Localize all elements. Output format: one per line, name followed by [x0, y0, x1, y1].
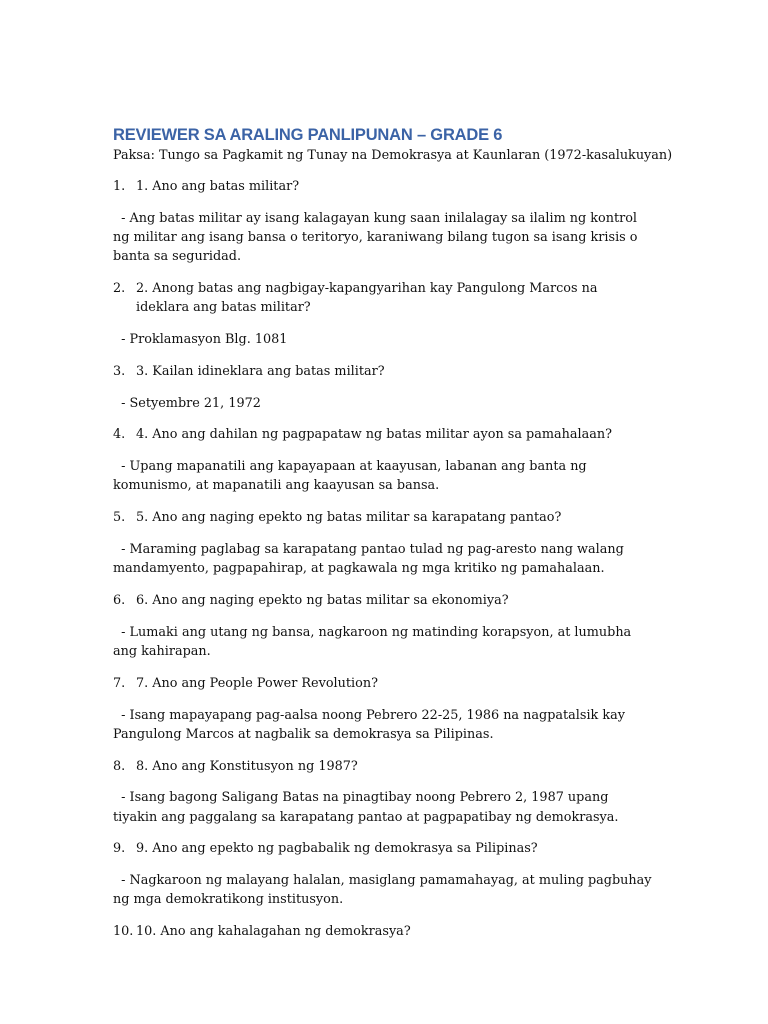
question-number: 10. — [113, 924, 134, 940]
question-item — [113, 674, 653, 693]
answer-text: - Ang batas militar ay isang kalagayan kung saan inilalagay sa ilalim ng kontrol ng militar ang isang bansa o teritoryo, karaniwang bilang tugon sa isang krisis o banta sa seguridad. — [113, 210, 638, 265]
question-item — [113, 425, 653, 444]
question-text: 4. Ano ang dahilan ng pagpapataw ng batas militar ayon sa pamahalaan? — [136, 427, 612, 443]
question-text: 2. Anong batas ang nagbigay-kapangyarihan kay Pangulong Marcos na ideklara ang batas militar? — [136, 281, 598, 316]
question-text: 9. Ano ang epekto ng pagbabalik ng demokrasya sa Pilipinas? — [136, 841, 538, 857]
document-subtitle: Paksa: Tungo sa Pagkamit ng Tunay na Demokrasya at Kaunlaran (1972-kasalukuyan) — [113, 148, 673, 163]
question-number: 3. — [113, 363, 126, 379]
answer-text: - Upang mapanatili ang kapayapaan at kaayusan, labanan ang banta ng komunismo, at mapanatili ang kaayusan sa bansa. — [113, 459, 587, 494]
question-number: 8. — [113, 758, 126, 774]
answer-text: - Isang bagong Saligang Batas na pinagtibay noong Pebrero 2, 1987 upang tiyakin ang paggalang sa karapatang pantao at pagpapatibay ng demokrasya. — [113, 790, 619, 825]
question-number: 2. — [113, 281, 126, 296]
document-title: REVIEWER SA ARALING PANLIPUNAN – GRADE 6 — [113, 126, 503, 144]
question-item — [113, 177, 653, 196]
question-item — [113, 362, 653, 381]
question-number: 9. — [113, 841, 126, 857]
answer-text: - Proklamasyon Blg. 1081 — [113, 332, 288, 347]
question-item — [113, 922, 653, 941]
answer-text: - Isang mapayapang pag-aalsa noong Pebrero 22-25, 1986 na nagpatalsik kay Pangulong Marcos at nagbalik sa demokrasya sa Pilipinas. — [113, 707, 625, 742]
question-number: 1. — [113, 179, 126, 194]
question-item — [113, 757, 653, 776]
question-text: 6. Ano ang naging epekto ng batas militar sa ekonomiya? — [136, 592, 509, 608]
answer-text: - Maraming paglabag sa karapatang pantao tulad ng pag-aresto nang walang mandamyento, pagpapahirap, at pagkawala ng mga kritiko ng pamahalaan. — [113, 541, 624, 577]
answer-text: - Setyembre 21, 1972 — [113, 395, 261, 411]
question-text: 3. Kailan idineklara ang batas militar? — [136, 363, 385, 379]
answer-text: - Lumaki ang utang ng bansa, nagkaroon ng matinding korapsyon, at lumubha ang kahirapan. — [113, 624, 632, 659]
question-number: 4. — [113, 427, 126, 443]
question-text: 10. Ano ang kahalagahan ng demokrasya? — [136, 924, 411, 940]
answer-text: - Nagkaroon ng malayang halalan, masiglang pamamahayag, at muling pagbuhay ng mga demokratikong institusyon. — [113, 873, 652, 908]
question-number: 6. — [113, 592, 126, 608]
document-page — [113, 124, 673, 954]
question-number: 7. — [113, 675, 126, 691]
question-text: 5. Ano ang naging epekto ng batas militar sa karapatang pantao? — [136, 510, 562, 526]
question-number: 5. — [113, 510, 126, 526]
question-item — [113, 279, 653, 317]
qa-list — [113, 177, 653, 941]
question-item — [113, 508, 653, 527]
question-text: 7. Ano ang People Power Revolution? — [136, 675, 378, 691]
question-text: 8. Ano ang Konstitusyon ng 1987? — [136, 758, 358, 774]
question-item — [113, 839, 653, 858]
question-item — [113, 591, 653, 610]
question-text: 1. Ano ang batas militar? — [136, 179, 300, 194]
